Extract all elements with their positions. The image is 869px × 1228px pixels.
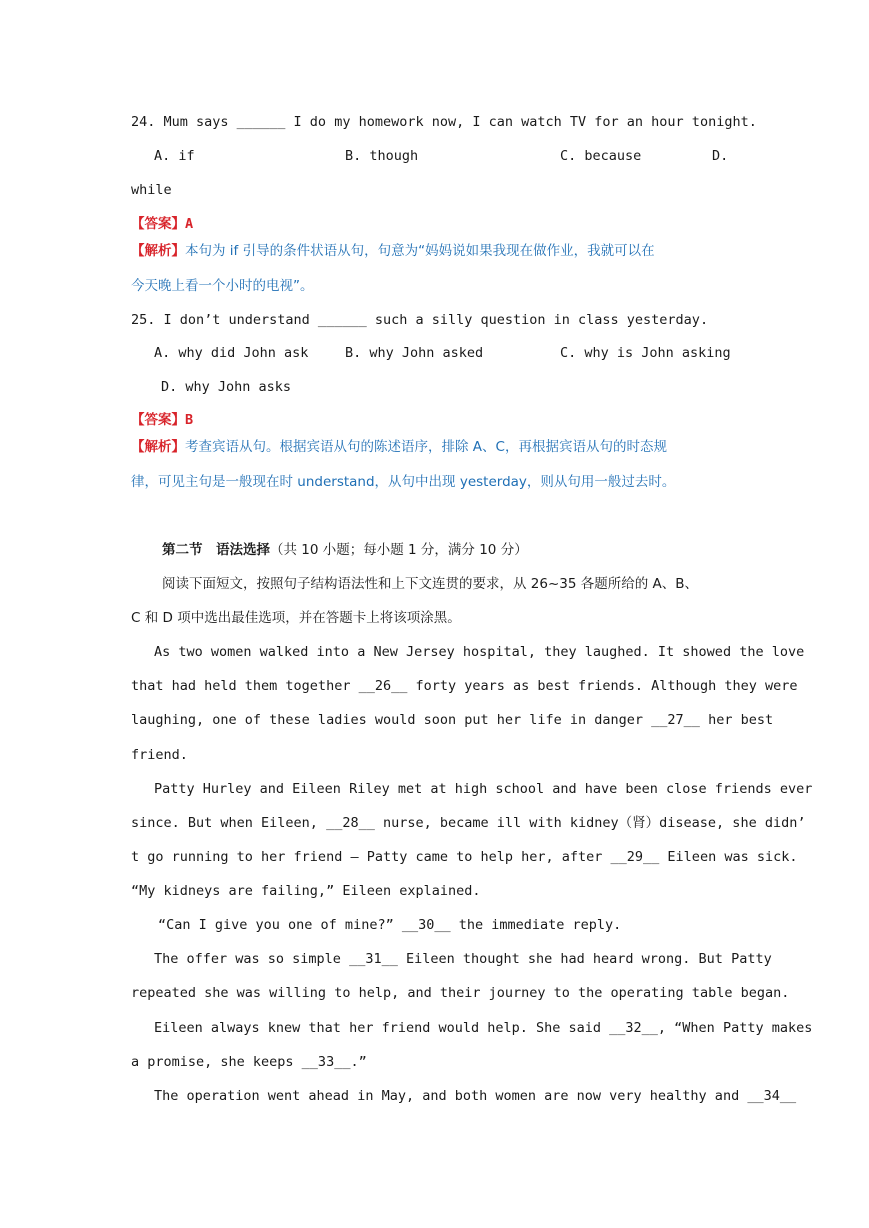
passage-line: “Can I give you one of mine?” __30__ the immediate reply. <box>158 917 622 933</box>
q24-analysis <box>131 241 737 261</box>
section-instruction-cont: C 和 D 项中选出最佳选项，并在答题卡上将该项涂黑。 <box>131 610 461 626</box>
passage-line: The operation went ahead in May, and both women are now very healthy and __34__ <box>154 1088 797 1104</box>
passage-line: Patty Hurley and Eileen Riley met at high school and have been close friends ever <box>154 781 813 797</box>
q24-stem: 24. Mum says ______ I do my homework now, I can watch TV for an hour tonight. <box>131 114 757 130</box>
q25-analysis-cont: 律，可见主句是一般现在时 understand，从句中出现 yesterday，则从句用一般过去时。 <box>131 474 676 490</box>
passage-line: As two women walked into a New Jersey hospital, they laughed. It showed the love <box>154 644 805 660</box>
q24-option-d-text: while <box>131 182 172 198</box>
q25-option-b: B. why John asked <box>345 345 484 361</box>
passage-line: Eileen always knew that her friend would help. She said __32__, “When Patty makes <box>154 1020 813 1036</box>
passage-line: friend. <box>131 747 188 763</box>
q25-option-c: C. why is John asking <box>560 345 731 361</box>
passage-line: that had held them together __26__ forty years as best friends. Although they were <box>131 678 798 694</box>
passage-line: a promise, she keeps __33__.” <box>131 1054 367 1070</box>
q24-analysis-cont: 今天晚上看一个小时的电视”。 <box>131 278 314 294</box>
passage-line: since. But when Eileen, __28__ nurse, became ill with kidney（肾）disease, she didn’ <box>131 815 806 831</box>
analysis-text: 本句为 if 引导的条件状语从句，句意为“妈妈说如果我现在做作业，我就可以在 <box>185 243 655 259</box>
passage-line: t go running to her friend — Patty came to help her, after __29__ Eileen was sick. <box>131 849 798 865</box>
analysis-tag: 【解析】 <box>131 243 185 259</box>
q24-answer <box>131 214 737 234</box>
q25-answer <box>131 410 737 430</box>
answer-tag: 【答案】 <box>131 412 185 428</box>
section-heading <box>162 540 768 560</box>
answer-value: B <box>185 412 194 428</box>
q24-option-a: A. if <box>154 148 195 164</box>
passage-line: The offer was so simple __31__ Eileen thought she had heard wrong. But Patty <box>154 951 772 967</box>
analysis-text: 考查宾语从句。根据宾语从句的陈述语序，排除 A、C，再根据宾语从句的时态规 <box>185 439 667 455</box>
passage-line: “My kidneys are failing,” Eileen explained. <box>131 883 481 899</box>
section-instruction: 阅读下面短文，按照句子结构语法性和上下文连贯的要求，从 26~35 各题所给的 A、B、 <box>162 576 699 592</box>
q24-option-d: D. <box>712 148 729 164</box>
analysis-tag: 【解析】 <box>131 439 185 455</box>
section-subtitle: （共 10 小题；每小题 1 分，满分 10 分） <box>270 542 528 558</box>
q24-option-c: C. because <box>560 148 642 164</box>
section-title: 第二节 语法选择 <box>162 542 270 558</box>
passage-line: laughing, one of these ladies would soon put her life in danger __27__ her best <box>131 712 774 728</box>
q25-option-d: D. why John asks <box>161 379 292 395</box>
q25-option-a: A. why did John ask <box>154 345 309 361</box>
answer-tag: 【答案】 <box>131 216 185 232</box>
q24-option-b: B. though <box>345 148 419 164</box>
q25-analysis <box>131 437 737 457</box>
q25-stem: 25. I don’t understand ______ such a silly question in class yesterday. <box>131 312 709 328</box>
answer-value: A <box>185 216 194 232</box>
passage-line: repeated she was willing to help, and their journey to the operating table began. <box>131 985 790 1001</box>
